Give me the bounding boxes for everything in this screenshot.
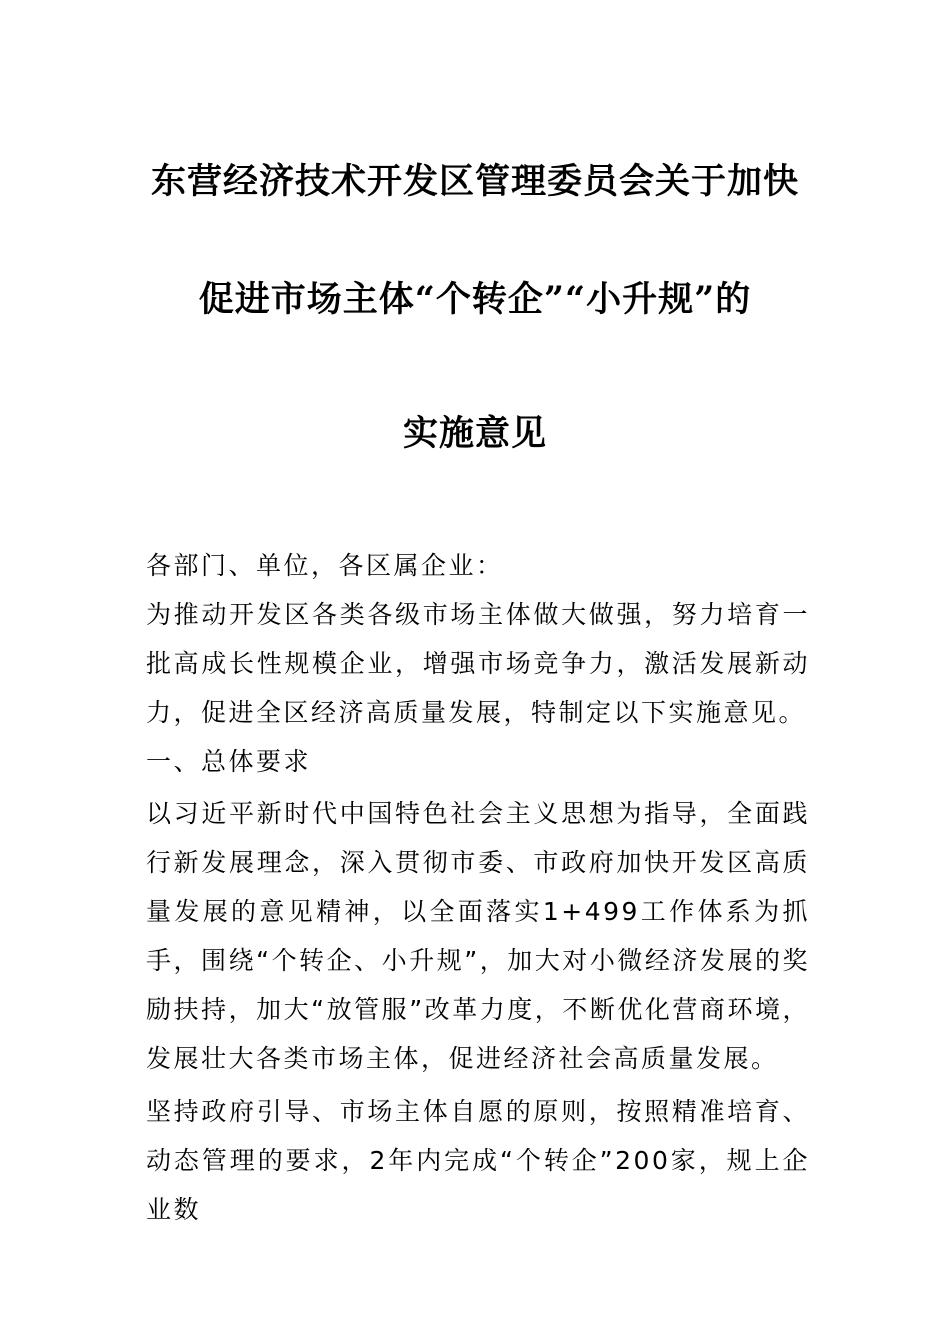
document-title-line-3: 实施意见 <box>402 413 547 454</box>
section-paragraph-guiding-principle: 以习近平新时代中国特色社会主义思想为指导，全面践行新发展理念，深入贯彻市委、市政府加快开发区高质量发展的意见精神，以全面落实1+499工作体系为抓手，围绕“个转企、小升规”，加大对小微经济发展的奖励扶持，加大“放管服”改革力度，不断优化营商环境，发展壮大各类市场主体，促进经济社会高质量发展。 <box>146 799 810 1073</box>
section-paragraph-targets: 坚持政府引导、市场主体自愿的原则，按照精准培育、动态管理的要求，2年内完成“个转企”200家，规上企业数 <box>146 1097 810 1224</box>
document-title-line-1: 东营经济技术开发区管理委员会关于加快 <box>150 161 799 202</box>
salutation: 各部门、单位，各区属企业： <box>146 551 504 580</box>
intro-paragraph: 为推动开发区各类各级市场主体做大做强，努力培育一批高成长性规模企业，增强市场竞争力，激活发展新动力，促进全区经济高质量发展，特制定以下实施意见。 <box>146 600 810 727</box>
document-title-line-2: 促进市场主体“个转企”“小升规”的 <box>198 279 752 320</box>
section-heading-general-requirements: 一、总体要求 <box>146 747 312 776</box>
